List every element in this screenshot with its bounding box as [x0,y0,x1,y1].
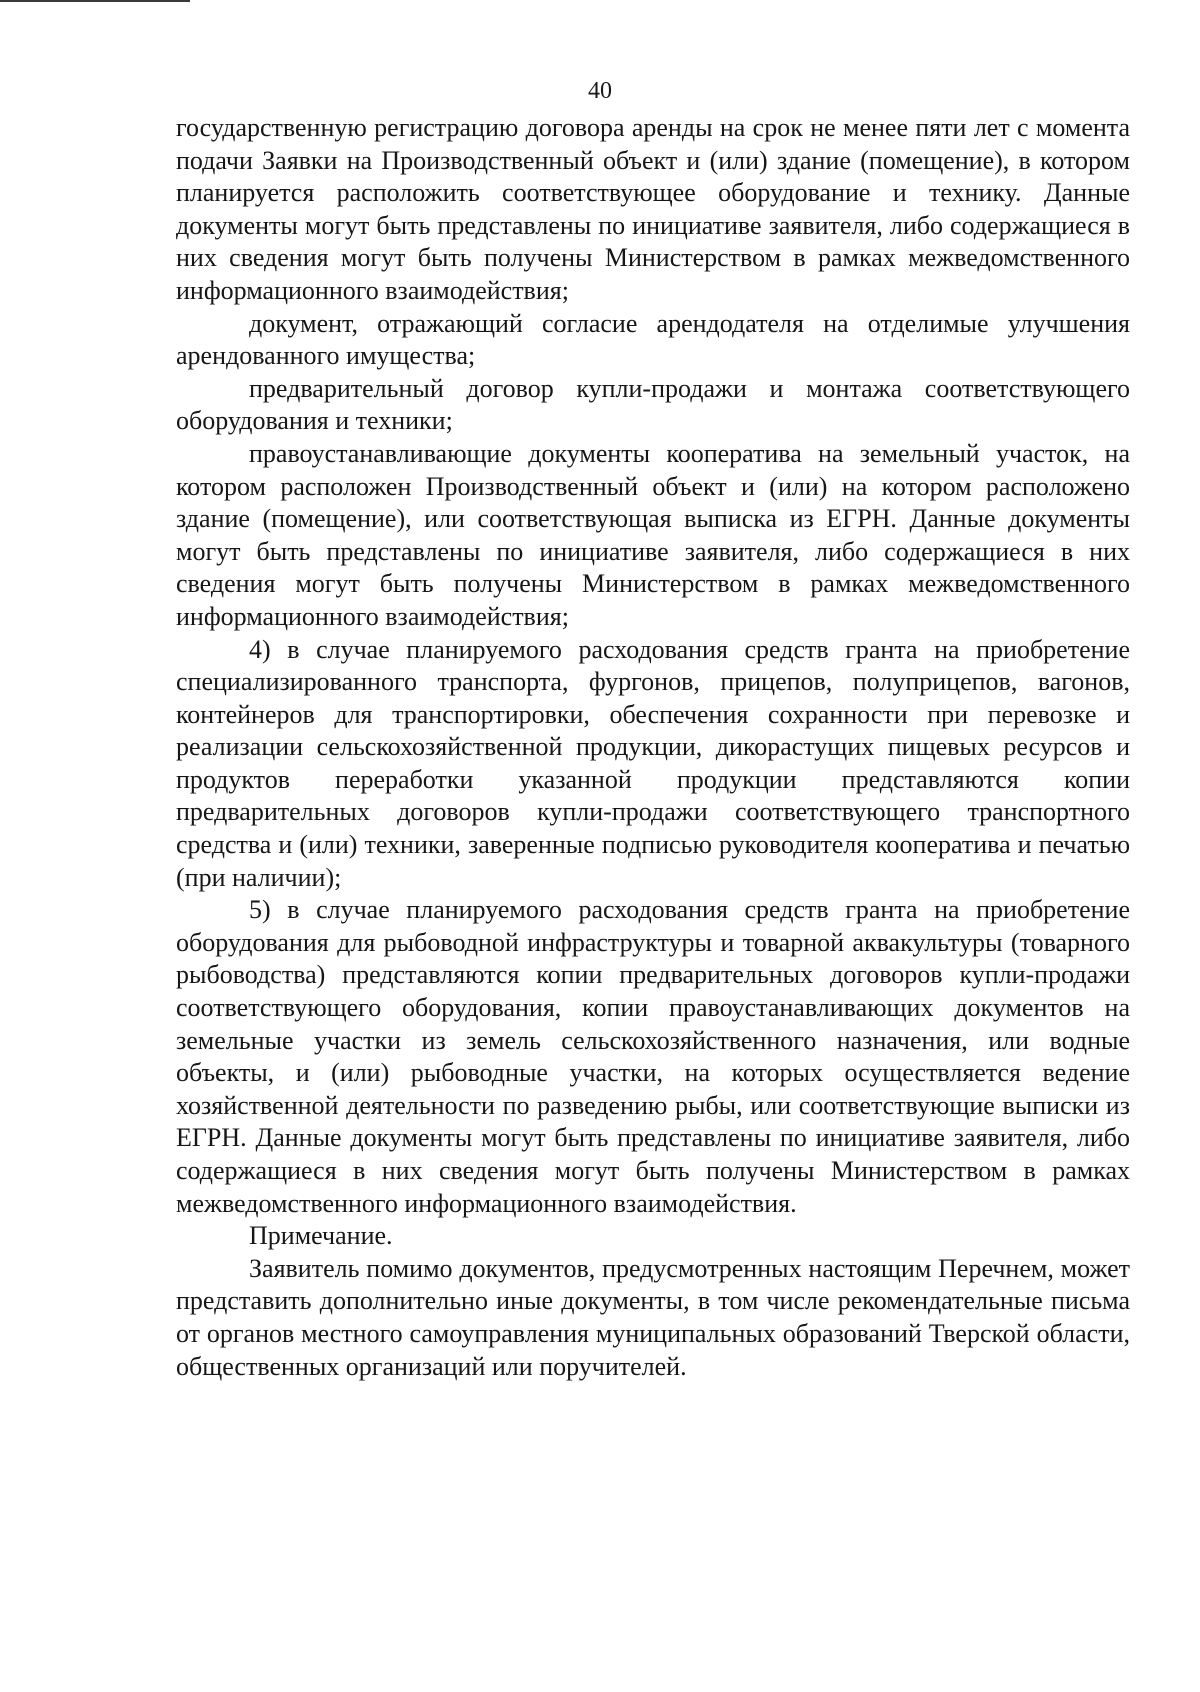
paragraph-item-4-transport: 4) в случае планируемого расходования средств гранта на приобретение специализированного транспорта, фургонов, прицепов, полуприцепов, вагонов, контейнеров для транспортировки, обеспечения сохранности при перевозке и реализации сельскохозяйственной продукции, дикорастущих пищевых ресурсов и продуктов переработки указанной продукции представляются копии предварительных договоров купли-продажи соответствующего транспортного средства и (или) техники, заверенные подписью руководителя кооператива и печатью (при наличии); [176,634,1130,892]
paragraph-registration: государственную регистрацию договора аренды на срок не менее пяти лет с момента подачи Заявки на Производственный объект и (или) здание (помещение), в котором планируется расположить соответствующее оборудование и технику. Данные документы могут быть представлены по инициативе заявителя, либо содержащиеся в них сведения могут быть получены Министерством в рамках межведомственного информационного взаимодействия; [176,113,1130,305]
note-heading: Примечание. [249,1221,393,1251]
scan-edge-mark [0,0,190,2]
paragraph-preliminary-contract: предварительный договор купли-продажи и монтажа соответствующего оборудования и техники; [176,373,1130,436]
page-number: 40 [588,78,612,104]
paragraph-land-title-documents: правоустанавливающие документы кооператива на земельный участок, на котором расположен Производственный объект и (или) на котором расположено здание (помещение), или соответствующая выписка из ЕГРН. Данные документы могут быть представлены по инициативе заявителя, либо содержащиеся в них сведения могут быть получены Министерством в рамках межведомственного информационного взаимодействия; [176,438,1130,631]
paragraph-landlord-consent: документ, отражающий согласие арендодателя на отделимые улучшения арендованного имущества; [176,308,1130,371]
paragraph-item-5-fish-farming: 5) в случае планируемого расходования средств гранта на приобретение оборудования для рыбоводной инфраструктуры и товарной аквакультуры (товарного рыбоводства) представляются копии предварительных договоров купли-продажи соответствующего оборудования, копии правоустанавливающих документов на земельные участки из земель сельскохозяйственного назначения, или водные объекты, и (или) рыбоводные участки, на которых осуществляется ведение хозяйственной деятельности по разведению рыбы, или соответствующие выписки из ЕГРН. Данные документы могут быть представлены по инициативе заявителя, либо содержащиеся в них сведения могут быть получены Министерством в рамках межведомственного информационного взаимодействия. [176,895,1130,1218]
document-body [176,112,1130,1383]
note-text: Заявитель помимо документов, предусмотренных настоящим Перечнем, может представить дополнительно иные документы, в том числе рекомендательные письма от органов местного самоуправления муниципальных образований Тверской области, общественных организаций или поручителей. [176,1253,1130,1381]
